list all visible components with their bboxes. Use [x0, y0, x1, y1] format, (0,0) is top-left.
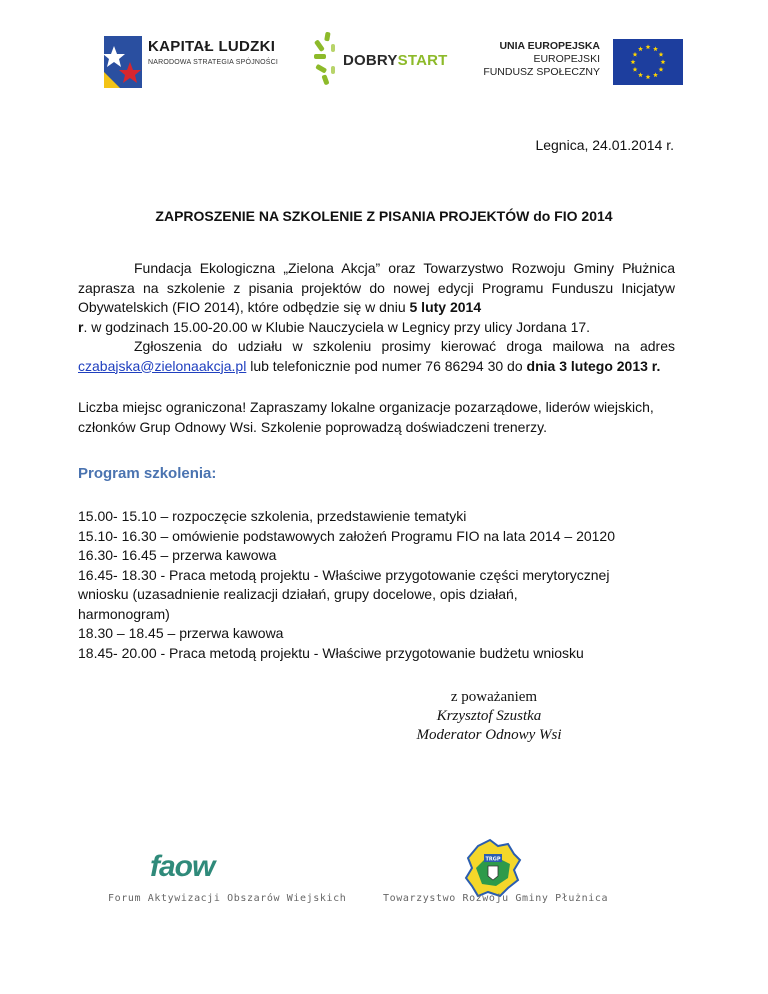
faow-caption: Forum Aktywizacji Obszarów Wiejskich: [108, 893, 347, 904]
event-date-bold: 5 luty 2014: [409, 299, 482, 315]
trgp-caption: Towarzystwo Rozwoju Gminy Płużnica: [383, 893, 609, 904]
eu-line-2: EUROPEJSKI: [533, 53, 600, 65]
paragraph-invitation-text-1: Fundacja Ekologiczna „Zielona Akcja” oraz Towarzystwo Rozwoju Gminy Płużnica zaprasza na szkolenie z pisania projektów do nowej edycji Programu Funduszu Inicjatyw Obywatelskich (FIO 2014), które odbędzie się w dniu: [78, 260, 675, 315]
kapital-ludzki-emblem-icon: [100, 32, 146, 90]
faow-logo-text: faow: [150, 850, 215, 883]
kapital-ludzki-logo: [100, 32, 300, 92]
paragraph-limited-places: Liczba miejsc ograniczona! Zapraszamy lokalne organizacje pozarządowe, liderów wiejskich, członków Grup Odnowy Wsi. Szkolenie poprowadzą doświadczeni trenerzy.: [78, 399, 654, 435]
program-item: 15.10- 16.30 – omówienie podstawowych założeń Programu FIO na lata 2014 – 20120: [78, 527, 616, 544]
program-item: 16.30- 16.45 – przerwa kawowa: [78, 547, 277, 563]
paragraph-registration-text-1: Zgłoszenia do udziału w szkoleniu prosimy kierować droga mailowa na adres: [134, 338, 675, 354]
faow-logo: [150, 848, 270, 884]
dobry-word: DOBRY: [343, 52, 398, 69]
dobry-start-emblem-icon: [313, 30, 343, 88]
eu-line-3: FUNDUSZ SPOŁECZNY: [483, 66, 600, 78]
eu-line-1: UNIA EUROPEJSKA: [499, 40, 600, 52]
paragraph-registration: [78, 337, 675, 376]
program-item: 15.00- 15.10 – rozpoczęcie szkolenia, przedstawienie tematyki: [78, 508, 467, 524]
signature-name: Krzysztof Szustka: [436, 708, 542, 724]
signature-greeting: z poważaniem: [450, 689, 538, 705]
signature-role: Moderator Odnowy Wsi: [416, 727, 562, 743]
start-word: START: [397, 52, 448, 69]
program-item: 18.30 – 18.45 – przerwa kawowa: [78, 625, 284, 641]
trgp-map-emblem-icon: [464, 838, 522, 898]
paragraph-invitation-text-2: . w godzinach 15.00-20.00 w Klubie Nauczyciela w Legnicy przy ulicy Jordana 17.: [83, 318, 591, 335]
dobry-start-logo: [313, 30, 473, 88]
eu-flag-icon: [613, 39, 683, 85]
program-list: [78, 507, 688, 663]
signature-block: [0, 688, 768, 745]
event-date-bold-suffix: r: [78, 318, 84, 335]
dobry-start-wordmark: [343, 52, 448, 69]
program-item: 18.45- 20.00 - Praca metodą projektu - Właściwe przygotowanie budżetu wniosku: [78, 644, 584, 661]
program-item: wniosku (uzasadnienie realizacji działań, grupy docelowe, opis działań,: [78, 586, 518, 602]
kapital-ludzki-subtitle: NARODOWA STRATEGIA SPÓJNOŚCI: [148, 59, 279, 66]
program-item: 16.45- 18.30 - Praca metodą projektu - Właściwe przygotowanie części merytorycznej: [78, 566, 610, 583]
faow-wordmark-icon: [150, 848, 270, 884]
registration-deadline-bold: dnia 3 lutego 2013 r.: [526, 357, 661, 374]
trgp-badge-text: TRGP: [485, 856, 501, 863]
contact-email-link[interactable]: czabajska@zielonaakcja.pl: [78, 357, 247, 374]
eu-caption: [460, 40, 600, 79]
paragraph-registration-text-2: lub telefonicznie pod numer 76 86294 30 do: [246, 357, 527, 374]
paragraph-invitation: [78, 259, 675, 337]
program-item: harmonogram): [78, 605, 170, 622]
kapital-ludzki-title: KAPITAŁ LUDZKI: [148, 38, 276, 55]
letter-title: ZAPROSZENIE NA SZKOLENIE Z PISANIA PROJEKTÓW do FIO 2014: [155, 208, 613, 224]
letter-date: Legnica, 24.01.2014 r.: [535, 137, 674, 153]
program-heading: Program szkolenia:: [78, 465, 217, 482]
